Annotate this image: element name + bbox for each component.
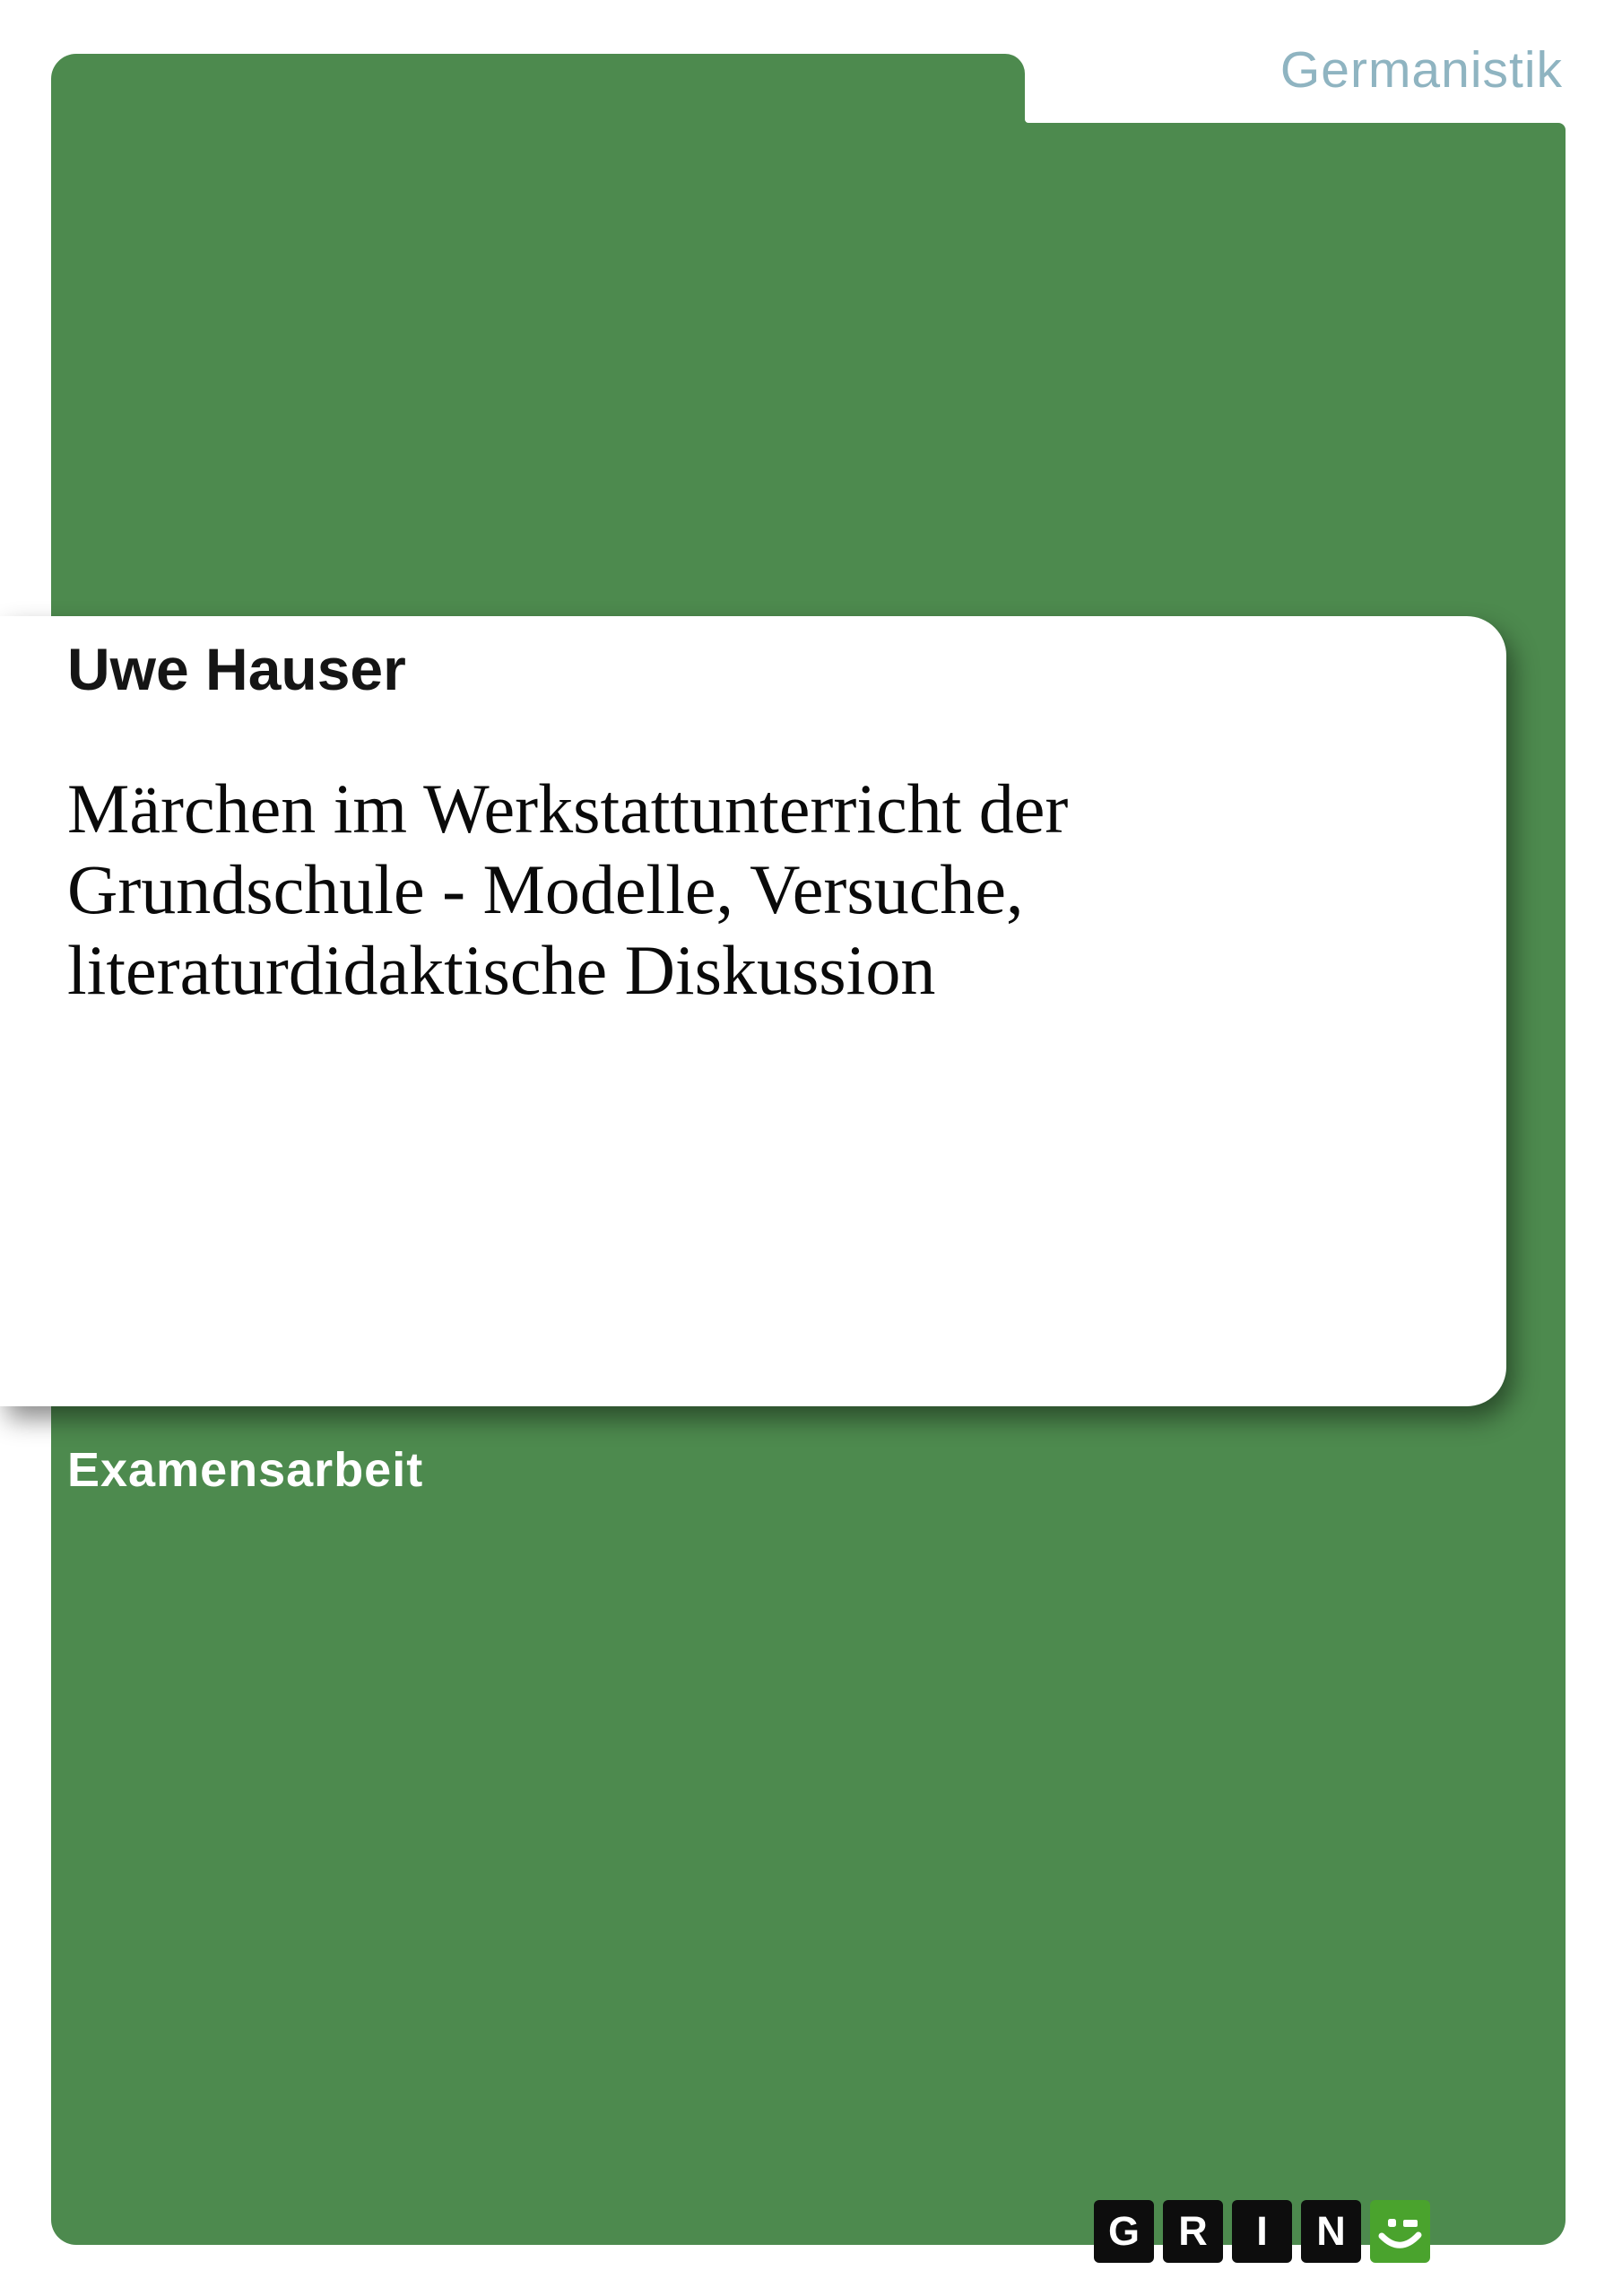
logo-letter-tile <box>1094 2200 1154 2263</box>
winking-smiley-icon <box>1370 2200 1430 2263</box>
title-card <box>0 616 1506 1406</box>
logo-letter: N <box>1316 2208 1346 2254</box>
logo-letter-tile <box>1301 2200 1361 2263</box>
logo-letter: R <box>1178 2208 1208 2254</box>
logo-letter: I <box>1256 2208 1268 2254</box>
author-name: Uwe Hauser <box>67 636 406 702</box>
grin-logo <box>1094 2200 1430 2263</box>
title-line: literaturdidaktische Diskussion <box>67 931 936 1009</box>
logo-letter: G <box>1107 2208 1140 2254</box>
book-title <box>67 769 1068 1011</box>
title-line: Grundschule - Modelle, Versuche, <box>67 850 1024 928</box>
title-line: Märchen im Werkstattunterricht der <box>67 770 1069 848</box>
logo-letter-tile <box>1163 2200 1223 2263</box>
logo-letter-tile <box>1232 2200 1292 2263</box>
subject-category-label: Germanistik <box>1279 41 1563 99</box>
document-type-label: Examensarbeit <box>67 1443 424 1497</box>
